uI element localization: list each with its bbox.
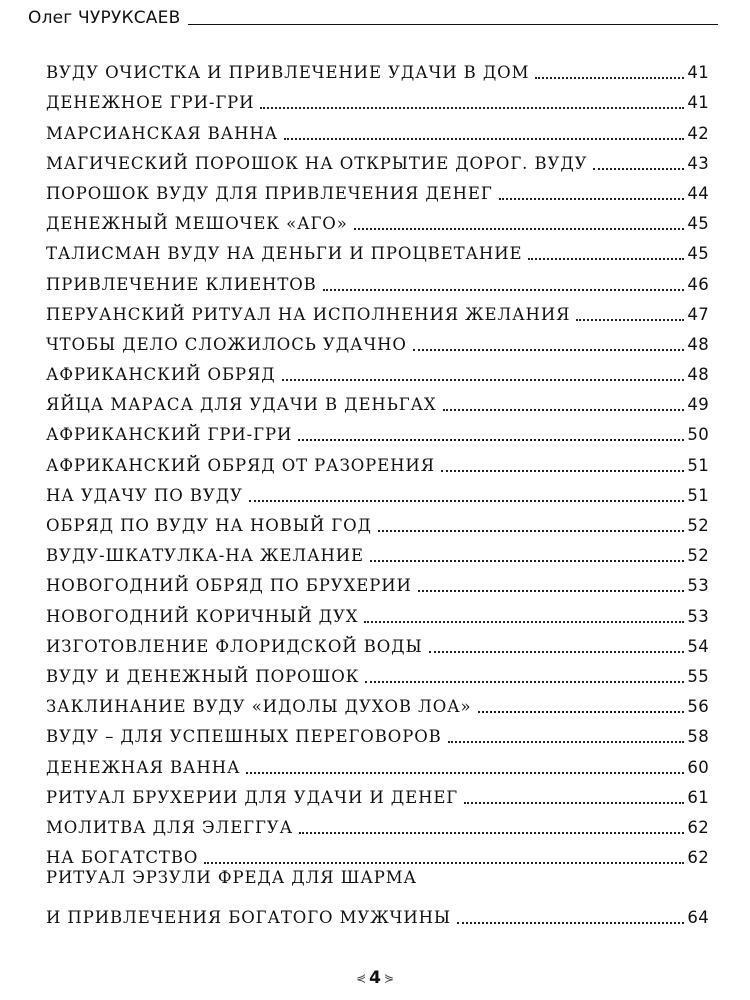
toc-entry-title: АФРИКАНСКИЙ ГРИ-ГРИ — [46, 425, 293, 445]
toc-entry-title: НОВОГОДНИЙ ОБРЯД ПО БРУХЕРИИ — [46, 576, 412, 596]
toc-entry[interactable] — [46, 808, 709, 838]
toc-entry[interactable] — [46, 476, 709, 506]
toc-entry-page: 46 — [687, 274, 709, 294]
toc-dot-leader — [284, 138, 684, 140]
toc-dot-leader — [478, 711, 685, 713]
toc-dot-leader — [441, 470, 684, 472]
toc-dot-leader — [535, 77, 684, 79]
toc-entry[interactable] — [46, 415, 709, 445]
toc-entry-page: 41 — [687, 93, 709, 113]
toc-dot-leader — [246, 772, 684, 774]
toc-dot-leader — [499, 198, 685, 200]
running-header — [28, 4, 718, 28]
toc-entry-title: ПОРОШОК ВУДУ ДЛЯ ПРИВЛЕЧЕНИЯ ДЕНЕГ — [46, 183, 493, 203]
toc-entry-title: ПРИВЛЕЧЕНИЕ КЛИЕНТОВ — [46, 274, 317, 294]
toc-dot-leader — [354, 228, 685, 230]
toc-entry-page: 52 — [687, 546, 709, 566]
toc-entry[interactable] — [46, 536, 709, 566]
toc-entry-title: МОЛИТВА ДЛЯ ЭЛЕГГУА — [46, 817, 294, 837]
toc-entry[interactable] — [46, 868, 709, 898]
toc-entry-page: 51 — [687, 455, 709, 475]
toc-entry-title: РИТУАЛ ЭРЗУЛИ ФРЕДА ДЛЯ ШАРМА — [46, 868, 417, 888]
toc-entry-page: 48 — [687, 334, 709, 354]
toc-dot-leader — [364, 621, 684, 623]
toc-dot-leader — [378, 530, 685, 532]
toc-entry-page: 61 — [687, 787, 709, 807]
toc-entry-page: 48 — [687, 365, 709, 385]
toc-dot-leader — [464, 802, 684, 804]
toc-entry-page: 50 — [687, 425, 709, 445]
toc-entry-title: ИЗГОТОВЛЕНИЕ ФЛОРИДСКОЙ ВОДЫ — [46, 636, 423, 656]
toc-dot-leader — [457, 922, 684, 924]
toc-entry-page: 62 — [687, 817, 709, 837]
toc-dot-leader — [249, 500, 685, 502]
toc-entry-title: ДЕНЕЖНАЯ ВАННА — [46, 757, 241, 777]
toc-entry-title: МАГИЧЕСКИЙ ПОРОШОК НА ОТКРЫТИЕ ДОРОГ. ВУДУ — [46, 153, 588, 173]
toc-dot-leader — [298, 439, 684, 441]
toc-entry-page: 51 — [687, 485, 709, 505]
toc-dot-leader — [299, 832, 684, 834]
toc-entry-title: ЧТОБЫ ДЕЛО СЛОЖИЛОСЬ УДАЧНО — [46, 334, 407, 354]
toc-entry[interactable] — [46, 778, 709, 808]
toc-entry-page: 58 — [687, 727, 709, 747]
toc-entry[interactable] — [46, 445, 709, 475]
header-author: Олег ЧУРУКСАЕВ — [28, 8, 181, 28]
toc-entry[interactable] — [46, 234, 709, 264]
toc-entry[interactable] — [46, 53, 709, 83]
toc-entry[interactable] — [46, 174, 709, 204]
toc-entry-title: ЯЙЦА МАРАСА ДЛЯ УДАЧИ В ДЕНЬГАХ — [46, 395, 437, 415]
toc-entry[interactable] — [46, 627, 709, 657]
toc-entry-title: ВУДУ И ДЕНЕЖНЫЙ ПОРОШОК — [46, 666, 360, 686]
toc-entry-title: ДЕНЕЖНОЕ ГРИ-ГРИ — [46, 93, 255, 113]
toc-entry-title: АФРИКАНСКИЙ ОБРЯД — [46, 365, 276, 385]
toc-entry[interactable] — [46, 385, 709, 415]
table-of-contents — [46, 53, 709, 928]
toc-entry-title: И ПРИВЛЕЧЕНИЯ БОГАТОГО МУЖЧИНЫ — [46, 908, 452, 928]
toc-dot-leader — [418, 590, 685, 592]
toc-entry-title: ВУДУ ОЧИСТКА И ПРИВЛЕЧЕНИЕ УДАЧИ В ДОМ — [46, 63, 530, 83]
toc-entry-title: ВУДУ-ШКАТУЛКА-НА ЖЕЛАНИЕ — [46, 546, 364, 566]
toc-dot-leader — [443, 409, 685, 411]
toc-entry-page: 53 — [687, 606, 709, 626]
toc-entry-page: 41 — [687, 63, 709, 83]
toc-entry-title: ПЕРУАНСКИЙ РИТУАЛ НА ИСПОЛНЕНИЯ ЖЕЛАНИЯ — [46, 304, 571, 324]
toc-dot-leader — [576, 319, 684, 321]
toc-entry-page: 54 — [687, 636, 709, 656]
toc-entry-page: 47 — [687, 304, 709, 324]
page-number: 4 — [369, 968, 381, 988]
toc-entry[interactable] — [46, 506, 709, 536]
toc-entry-title: НА УДАЧУ ПО ВУДУ — [46, 485, 243, 505]
toc-entry[interactable] — [46, 295, 709, 325]
toc-dot-leader — [365, 681, 684, 683]
toc-entry[interactable] — [46, 144, 709, 174]
toc-entry[interactable] — [46, 355, 709, 385]
toc-entry[interactable] — [46, 596, 709, 626]
toc-entry[interactable] — [46, 747, 709, 777]
toc-entry[interactable] — [46, 687, 709, 717]
page-footer — [0, 968, 750, 988]
toc-entry-title: АФРИКАНСКИЙ ОБРЯД ОТ РАЗОРЕНИЯ — [46, 455, 435, 475]
header-rule — [188, 24, 718, 25]
toc-entry-title: ОБРЯД ПО ВУДУ НА НОВЫЙ ГОД — [46, 516, 372, 535]
toc-dot-leader — [323, 289, 685, 291]
toc-entry-title: ТАЛИСМАН ВУДУ НА ДЕНЬГИ И ПРОЦВЕТАНИЕ — [46, 244, 523, 264]
toc-entry-page: 55 — [687, 666, 709, 686]
toc-entry[interactable] — [46, 325, 709, 355]
toc-entry-title: ЗАКЛИНАНИЕ ВУДУ «ИДОЛЫ ДУХОВ ЛОА» — [46, 697, 472, 717]
toc-entry-page: 56 — [687, 697, 709, 717]
footer-ornament-right: ⋟ — [383, 971, 394, 985]
toc-entry[interactable] — [46, 113, 709, 143]
toc-dot-leader — [413, 349, 685, 351]
toc-dot-leader — [260, 107, 684, 109]
toc-entry-page: 62 — [687, 848, 709, 868]
toc-entry-page: 45 — [687, 244, 709, 264]
toc-entry[interactable] — [46, 898, 709, 928]
toc-entry-page: 52 — [687, 516, 709, 535]
toc-dot-leader — [204, 862, 684, 864]
toc-entry-page: 53 — [687, 576, 709, 596]
toc-dot-leader — [429, 651, 685, 653]
toc-dot-leader — [282, 379, 685, 381]
toc-entry-title: ДЕНЕЖНЫЙ МЕШОЧЕК «АГО» — [46, 214, 348, 234]
footer-ornament-left: ⋞ — [356, 971, 367, 985]
toc-dot-leader — [370, 560, 684, 562]
toc-entry-page: 64 — [687, 908, 709, 928]
toc-entry-page: 60 — [687, 757, 709, 777]
toc-entry-title: НОВОГОДНИЙ КОРИЧНЫЙ ДУХ — [46, 606, 359, 626]
toc-entry-page: 45 — [687, 214, 709, 234]
toc-entry[interactable] — [46, 657, 709, 687]
toc-entry-page: 49 — [687, 395, 709, 415]
toc-entry[interactable] — [46, 83, 709, 113]
toc-entry[interactable] — [46, 204, 709, 234]
toc-entry-title: МАРСИАНСКАЯ ВАННА — [46, 123, 279, 143]
toc-entry[interactable] — [46, 838, 709, 868]
toc-dot-leader — [448, 741, 685, 743]
toc-entry[interactable] — [46, 264, 709, 294]
toc-entry-page: 44 — [687, 183, 709, 203]
toc-entry[interactable] — [46, 566, 709, 596]
toc-entry-page: 43 — [687, 153, 709, 173]
toc-dot-leader — [528, 258, 684, 260]
toc-entry-title: РИТУАЛ БРУХЕРИИ ДЛЯ УДАЧИ И ДЕНЕГ — [46, 787, 459, 807]
toc-entry-title: НА БОГАТСТВО — [46, 848, 199, 868]
toc-entry-page: 42 — [687, 123, 709, 143]
toc-entry[interactable] — [46, 717, 709, 747]
toc-entry-title: ВУДУ – ДЛЯ УСПЕШНЫХ ПЕРЕГОВОРОВ — [46, 727, 442, 747]
toc-dot-leader — [593, 168, 684, 170]
